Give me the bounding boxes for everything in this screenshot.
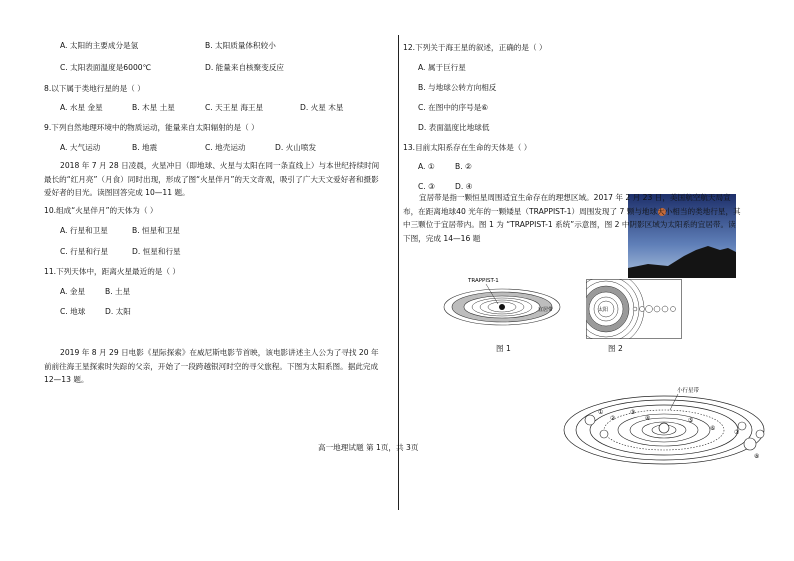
q11-option-d: D. 太阳 [105,307,131,316]
solar-num-4: ④ [645,415,651,422]
q11-option-b: B. 土星 [105,287,131,296]
solar-num-8: ⑧ [754,453,760,460]
fig2-sun-label: 太阳 [598,307,609,313]
q7-option-d: D. 能量来自核聚变反应 [205,63,285,72]
q13-option-c: C. ③ [418,182,435,191]
solar-num-1: ① [598,409,604,416]
asteroid-belt-label: 小行星带 [677,388,700,394]
solar-num-5: ⑤ [688,417,694,424]
passage-trappist: 宜居带是指一颗恒星周围适宜生命存在的理想区域。2017 年 2 月 23 日，美国航空航天局宣布，在距离地球40 光年的一颗矮星（TRAPPIST-1）周围发现了 7 颗与地球大小相当的类地行星，其中三颗位于宜居带内。图 1 为 “TRAPPIST-1 系统”示意图，图 2 中阴影区域为太阳系的宜居带。读下图，完成 14—16 题 [403,193,741,243]
q7-option-b: B. 太阳质量体积较小 [205,41,276,50]
fig1-zone-label: 宜居带 [538,307,554,313]
q7-option-c: C. 太阳表面温度是6000℃ [60,63,152,72]
q9-option-b: B. 地震 [132,143,158,152]
fig1-star-label: TRAPPIST-1 [468,278,499,284]
star-dot [499,304,505,310]
q8-option-d: D. 火星 木星 [300,103,344,112]
q12-option-a: A. 属于巨行星 [418,63,466,72]
q9-option-c: C. 地壳运动 [205,143,246,152]
q12-option-b: B. 与地球公转方向相反 [418,83,497,92]
q12-stem: 12.下列关于海王星的叙述，正确的是（ ） [403,43,547,52]
q12-option-c: C. 在图中的序号是⑥ [418,103,489,112]
q10-option-d: D. 恒星和行星 [132,247,181,256]
q13-option-d: D. ④ [455,182,473,191]
q9-option-d: D. 火山喷发 [275,143,317,152]
q11-stem: 11.下列天体中，距离火星最近的是（ ） [44,267,180,276]
column-divider [398,35,399,510]
q13-option-b: B. ② [455,162,472,171]
solar-num-3: ③ [630,409,636,416]
q8-option-c: C. 天王星 海王星 [205,103,264,112]
q10-option-c: C. 行星和行星 [60,247,109,256]
figure2-caption: 图 2 [608,344,623,353]
q13-option-a: A. ① [418,162,435,171]
q10-option-a: A. 行星和卫星 [60,226,108,235]
figure-solar-system [560,370,780,490]
figure-solar-habitable-zone [586,279,682,339]
q11-option-c: C. 地球 [60,307,86,316]
solar-num-2: ② [610,415,616,422]
sun-symbol [659,423,669,433]
q10-stem: 10.组成“火星伴月”的天体为（ ） [44,206,158,215]
q13-stem: 13.目前太阳系存在生命的天体是（ ） [403,143,532,152]
q9-stem: 9.下列自然地理环境中的物质运动，能量来自太阳辐射的是（ ） [44,123,259,132]
q7-option-a: A. 太阳的主要成分是氢 [60,41,139,50]
passage-mars-moon: 2018 年 7 月 28 日凌晨，火星冲日（即地球、火星与太阳在同一条直线上）与本世纪持续时间最长的“红月亮”（月食）同时出现，形成了图“火星伴月”的天文奇观，吸引了广大天文爱好者和摄影爱好者的目光。读图回答完成 10—11 题。 [44,161,380,197]
solar-num-7: ⑦ [734,429,740,436]
q12-option-d: D. 表面温度比地球低 [418,123,490,132]
page-footer: 高一地理试题 第 1页，共 3页 [318,443,419,452]
passage-ad-astra: 2019 年 8 月 29 日电影《星际探索》在威尼斯电影节首映，该电影讲述主人公为了寻找 20 年前前往海王星探索时失踪的父亲，开始了一段跨越银河时空的寻父旅程。下图为太阳系图。据此完成 12—13 题。 [44,348,379,384]
solar-num-6: ⑥ [710,425,716,432]
q11-option-a: A. 金星 [60,287,86,296]
q8-stem: 8.以下属于类地行星的是（ ） [44,84,145,93]
figure-trappist-system [440,272,565,342]
q10-option-b: B. 恒星和卫星 [132,226,181,235]
q8-option-b: B. 木星 土星 [132,103,175,112]
q9-option-a: A. 大气运动 [60,143,101,152]
q8-option-a: A. 水星 金星 [60,103,103,112]
figure1-caption: 图 1 [496,344,511,353]
